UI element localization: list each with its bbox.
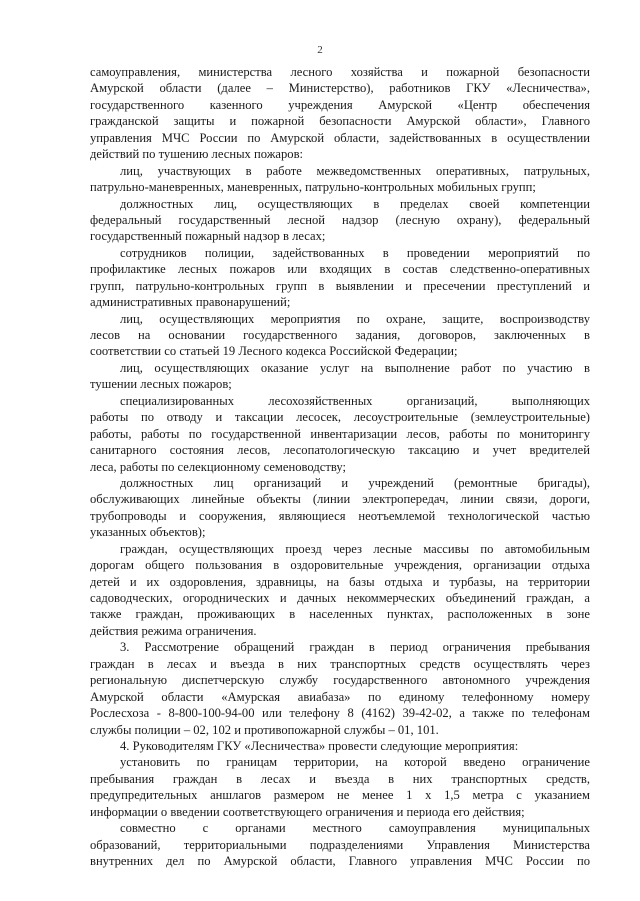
text-line: патрульно-маневренных, маневренных, патрульно-контрольных мобильных групп; — [90, 180, 536, 195]
text-line: соответствии со статьей 19 Лесного кодекса Российской Федерации; — [90, 344, 458, 359]
text-line: 3. Рассмотрение обращений граждан в период ограничения пребывания — [120, 640, 590, 655]
text-line: детей и их оздоровления, здравницы, на базы отдыха и турбазы, на территории — [90, 574, 590, 589]
text-line: информации о введении соответствующего ограничения и периода его действия; — [90, 804, 525, 819]
text-line: граждан, осуществляющих проезд через лесные массивы по автомобильным — [120, 541, 590, 556]
text-line: административных правонарушений; — [90, 295, 291, 310]
text-line: сотрудников полиции, задействованных в проведении мероприятий по — [120, 245, 590, 260]
text-line: совместно с органами местного самоуправления муниципальных — [120, 821, 590, 836]
text-line: леса, работы по селекционному семеноводству; — [90, 459, 346, 474]
text-line: образований, территориальными подразделениями Управления Министерства — [90, 837, 590, 852]
text-line: работы по отводу и таксации лесосек, лесоустроительные (землеустроительные) — [90, 410, 590, 425]
text-line: службы полиции – 02, 102 и противопожарной службы – 01, 101. — [90, 722, 439, 737]
text-line: граждан в лесах и въезда в них транспортных средств осуществлять через — [90, 656, 590, 671]
document-body — [90, 64, 590, 869]
text-line: внутренних дел по Амурской области, Главного управления МЧС России по — [90, 854, 590, 868]
text-line: должностных лиц организаций и учреждений (ремонтные бригады), — [120, 475, 590, 490]
page-number: 2 — [317, 44, 323, 56]
text-line: лиц, осуществляющих мероприятия по охране, защите, воспроизводству — [120, 311, 590, 326]
text-line: самоуправления, министерства лесного хозяйства и пожарной безопасности — [90, 65, 590, 79]
text-line: садоводческих, огороднических и дачных некоммерческих объединений граждан, а — [90, 591, 590, 605]
text-line: федеральный государственный лесной надзор (лесную охрану), федеральный — [90, 212, 590, 227]
text-line: обслуживающих линейные объекты (линии электропередач, линии связи, дороги, — [90, 492, 590, 507]
text-line: пребывания граждан в лесах и въезда в них транспортных средств, — [90, 771, 590, 786]
text-line: указанных объектов); — [90, 525, 206, 540]
text-line: дорогам общего пользования в оздоровительные учреждения, организации отдыха — [90, 558, 590, 573]
text-line: гражданской защиты и пожарной безопасности Амурской области», Главного — [90, 114, 590, 129]
text-line: лиц, осуществляющих оказание услуг на выполнение работ по участию в — [120, 360, 590, 375]
text-line: санитарного состояния лесов, лесопатологическую таксацию и учет вредителей — [90, 443, 590, 458]
text-line: 4. Руководителям ГКУ «Лесничества» провести следующие мероприятия: — [120, 738, 519, 753]
text-line: работы, работы по государственной инвентаризации лесов, работы по мониторингу — [90, 426, 590, 441]
text-line: государственный пожарный надзор в лесах; — [90, 229, 326, 244]
text-line: лесов на основании государственного задания, договоров, заключенных в — [90, 328, 590, 342]
text-line: установить по границам территории, на которой введено ограничение — [120, 755, 590, 770]
text-line: управления МЧС России по Амурской области, задействованных в осуществлении — [90, 130, 590, 145]
text-line: действия режима ограничения. — [90, 623, 257, 638]
text-line: групп, патрульно-контрольных групп в выявлении и пресечении преступлений и — [90, 278, 590, 293]
text-line: тушении лесных пожаров; — [90, 377, 232, 392]
text-line: профилактике лесных пожаров или входящих в состав следственно-оперативных — [90, 262, 590, 277]
text-line: специализированных лесохозяйственных организаций, выполняющих — [120, 393, 590, 408]
text-line: Амурской области «Амурская авиабаза» по единому телефонному номеру — [90, 689, 590, 704]
text-line: предупредительных аншлагов размером не менее 1 х 1,5 метра с указанием — [90, 788, 590, 803]
text-line: также граждан, проживающих в населенных пунктах, расположенных в зоне — [90, 607, 590, 622]
text-line: государственного казенного учреждения Амурской «Центр обеспечения — [90, 97, 590, 112]
text-line: действий по тушению лесных пожаров: — [90, 147, 304, 162]
text-line: Рослесхоза - 8-800-100-94-00 или телефону 8 (4162) 39-42-02, а также по телефонам — [90, 706, 590, 721]
text-line: Амурской области (далее – Министерство), работников ГКУ «Лесничества», — [90, 81, 590, 96]
text-line: должностных лиц, осуществляющих в пределах своей компетенции — [120, 196, 590, 211]
text-line: трубопроводы и сооружения, являющиеся неотъемлемой технологической частью — [90, 508, 590, 523]
text-line: региональную диспетчерскую службу государственного автономного учреждения — [90, 673, 590, 688]
text-line: лиц, участвующих в работе межведомственных оперативных, патрульных, — [120, 163, 590, 178]
